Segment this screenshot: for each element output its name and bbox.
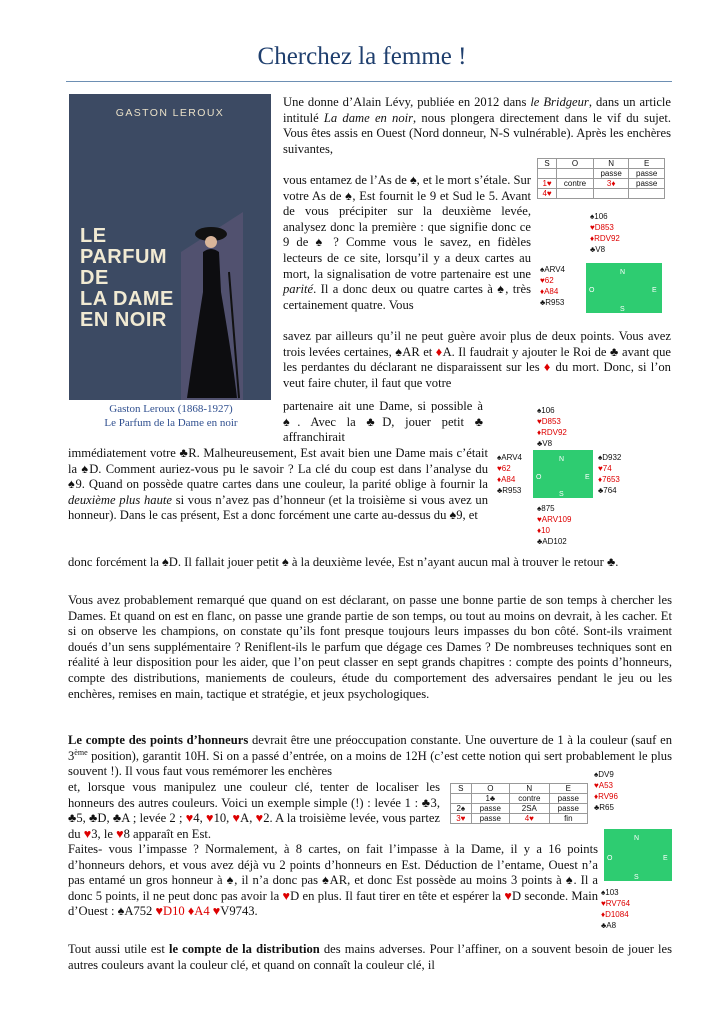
book-cover-image [69,94,271,400]
paragraph-conclusion: donc forcément la ♠D. Il fallait jouer petit ♠ à la deuxième levée, Est n’ayant aucun mal à trouver le retour ♣. [68,555,619,569]
deal2-north-hand: ♠106 ♥D853 ♦RDV92 ♣V8 [537,406,567,448]
deal1-compass: N O E S [586,263,662,313]
paragraph-analysis: immédiatement votre ♣R. Malheureusement, Est avait bien une Dame mais c’était la ♠D. Comment auriez-vous pu le savoir ? La clé du coup est dans l’analyse du ♠9. Quand on possède quatre cartes dans une couleur, la parité oblige à fournir la deuxième plus haute si vous n’avez pas d’honneur (et la troisième si vous avez un honneur). Dans le cas présent, Est a donc forcément une carte au-dessus du ♠9, et [68,446,488,523]
paragraph-intro-wide: savez par ailleurs qu’il ne peut guère avoir plus de deux points. Vous avez trois levées certaines, ♠AR et ♦A. Il faudrait y ajouter le Roi de ♣ avant que les perdantes du déclarant ne disparaissent sur les ♦ du mort. Donc, si l’on veut faire chuter, il faut que votre [283,329,671,390]
paragraph-compte-points: Le compte des points d’honneurs devrait être une préoccupation constante. Une ouverture de 1 à la couleur (sauf en 3ème position), garantit 10H. Si on a passé d’entrée, on a moins de 12H (c’est cette notion qui sert probablement le plus souvent !). Il vous faut vous remémorer les enchères [68,733,673,779]
paragraph-partner: partenaire ait une Dame, si possible à ♠. Avec la ♣D, jouer petit ♣ affranchirait [283,399,483,445]
paragraph-impasse: Faites- vous l’impasse ? Normalement, à 8 cartes, on fait l’impasse à la Dame, il y a 16 points d’honneurs dehors, et vous avez déjà vu 2 points d’honneurs en Est. Déduction de l’entame, Ouest n’a pas entamé un gros honneur à ♠, il n’a donc pas ♠AR, et donc Est possède au moins 3 points à ♠. Il a donc 5 points, il ne peut donc pas avoir la ♥D en plus. Il faut tirer en tête et espérer la ♥D seconde. Main d’Ouest : ♠A752 ♥D10 ♦A4 ♥V9743. [68,842,599,919]
deal3-compass: N O E S [604,829,672,881]
deal2-west-hand: ♠ARV4 ♥62 ♦A84 ♣R953 [497,453,523,495]
bidding-table-1: S O N E passe passe 1♥ contre 3♦ passe 4♥ [537,158,665,199]
deal3-south-hand: ♠103 ♥RV764 ♦D1084 ♣A8 [601,888,631,930]
cover-author: GASTON LEROUX [115,107,225,119]
deal3-north-hand: ♠DV9 ♥A53 ♦RV96 ♣R65 [594,770,618,812]
deal2-south-hand: ♠875 ♥ARV109 ♦10 ♣AD102 [537,504,572,546]
cover-caption: Gaston Leroux (1868-1927) Le Parfum de la Dame en noir [104,403,238,429]
paragraph-intro: Une donne d’Alain Lévy, publiée en 2012 dans le Bridgeur, dans un article intitulé La dame en noir, nous plongera directement dans le vif du sujet. Vous êtes assis en Ouest (Nord donneur, N-S vulnérable). Après les enchères suivantes, [283,95,671,156]
paragraph-exemple: et, lorsque vous manipulez une couleur clé, tenter de localiser les honneurs des autres couleurs. Voici un exemple simple (!) : levée 1 : ♣3, ♣5, ♣D, ♣A ; levée 2 ; ♥4, ♥10, ♥A, ♥2. A la troisième levée, vous partez du ♥3, le ♥8 apparaît en Est. [68,780,440,841]
cover-title: LE PARFUM DE LA DAME EN NOIR [80,225,174,331]
deal2-compass: N O E S [533,450,593,498]
paragraph-distribution: Tout aussi utile est le compte de la distribution des mains adverses. Pour l’affiner, on a souvent besoin de jouer les autres couleurs avant la couleur clé, et quand on connaît la couleur clé, il [68,942,673,972]
deal2-east-hand: ♠D932 ♥74 ♦7653 ♣764 [598,453,622,495]
bidding-table-2: S O N E 1♣ contre passe 2♠ passe 2SA passe 3♥ passe 4♥ fin [450,783,588,824]
woman-in-black-illustration [181,212,243,400]
paragraph-dames: Vous avez probablement remarqué que quand on est déclarant, on passe une bonne partie de son temps à chercher les Dames. Et quand on est en flanc, on passe une grande partie de son temps, ou tout au moins on devrait, à les cacher. Et si on observe les champions, on constate qu’ils font presque toujours leurs impasses du bon côté. Sont-ils vraiment doués d’un sens supplémentaire ? Reniflent-ils le parfum que dégage ces Dames ? De nombreuses techniques sont en réalité à leur disposition pour les aider, que l’on peut classer en sept grands chapitres : compte des points d’honneurs, compte des distributions, maniements de couleurs, étude du comportement des adversaires pendant le jeu ou les enchères, remises en main, tactique et stratégie, et jeux psychologiques. [68,593,672,701]
paragraph-intro-narrow: vous entamez de l’As de ♠, et le mort s’étale. Sur votre As de ♠, Est fournit le 9 et Sud le 5. Avant de vous précipiter sur la deuxième levée, analysez donc la première : que signifie donc ce 9 de ♠ ? Comme vous le savez, en fidèles lecteurs de ce site, lorsqu’il y a deux cartes au mort, la signalisation de votre partenaire est une parité. Il a donc deux ou quatre cartes à ♠, très certainement quatre. Vous [283,173,531,312]
deal1-north-hand: ♠106 ♥D853 ♦RDV92 ♣V8 [590,212,620,254]
page-title: Cherchez la femme ! [257,43,467,70]
deal1-west-hand: ♠ARV4 ♥62 ♦A84 ♣R953 [540,265,566,307]
title-rule [66,81,672,82]
